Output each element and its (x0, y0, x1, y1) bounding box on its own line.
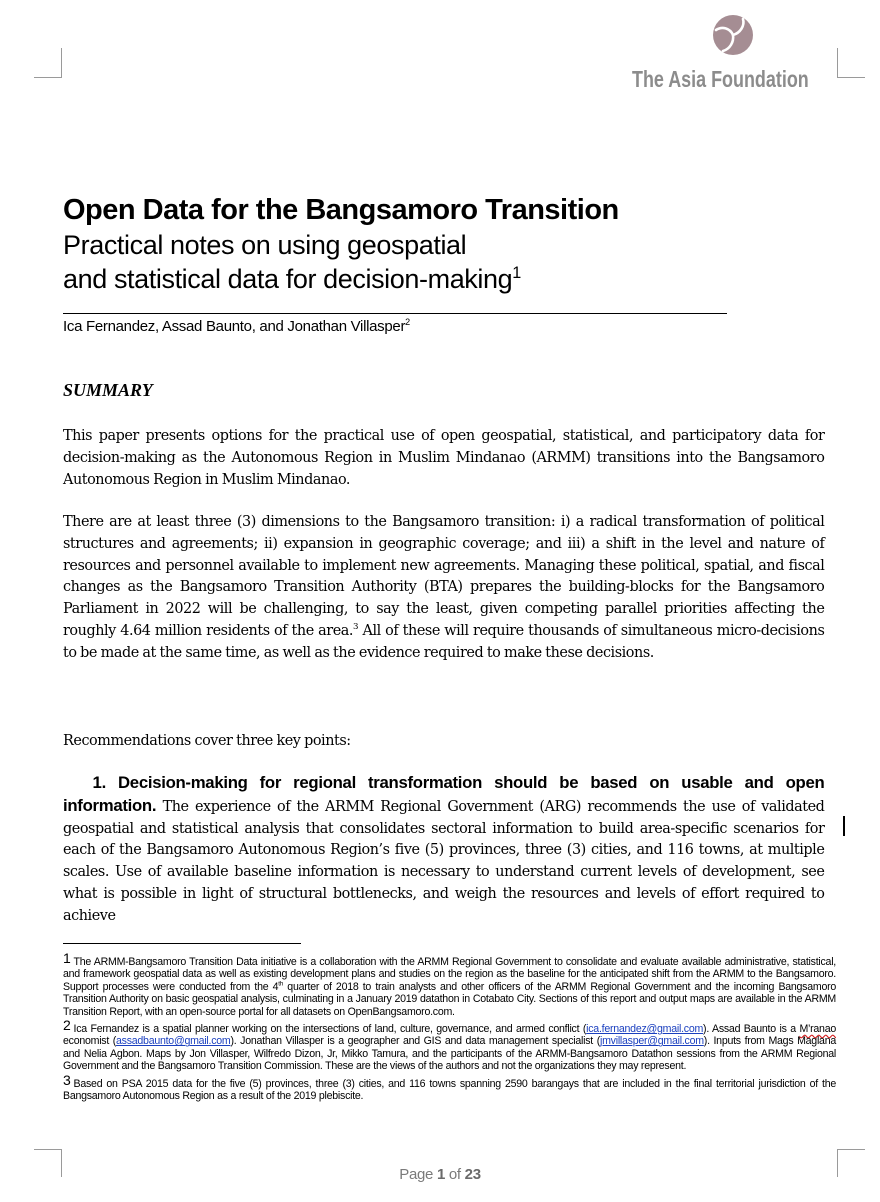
footnote-3 (63, 1071, 836, 1103)
current-page: 1 (436, 1166, 445, 1183)
of-label: of (448, 1166, 461, 1183)
footnote-ref[interactable]: 2 (405, 317, 410, 327)
author-line (63, 318, 410, 335)
crop-mark-top-right (837, 77, 865, 78)
text-cursor (843, 816, 845, 836)
paragraph-text: There are at least three (3) dimensions to the Bangsamoro transition: i) a radical transformation of political structures and agreements; ii) expansion in geographic coverage; and iii) a shift in the level and nature of resources and personnel available to implement new agreements. Managing these political, spatial, and fiscal changes as the Bangsamoro Transition Authority (BTA) prepares the building-blocks for the Bangsamoro Parliament in 2022 will be challenging, to say the least, given competing parallel priorities affecting the roughly 4.64 million residents of the area. (63, 513, 825, 639)
total-pages: 23 (464, 1166, 481, 1183)
crop-mark-top-right (837, 48, 838, 77)
email-link-fernandez[interactable]: ica.fernandez@gmail.com (586, 1023, 704, 1036)
footnote-text: ). Inputs from Mags Maglana and Nelia Agbon. Maps by Jon Villasper, Wilfredo Dizon, Jr, Mikko Tamura, and the participants of the ARMM-Bangsamoro Datathon sessions from the ARMM Regional Government and the Bangsamoro Transition Commission. These are the views of the authors and not the organizations they may represent. (63, 1035, 836, 1073)
recommendation-lead: 1. Decision-making for regional transformation should be based on usable and open information. (63, 773, 825, 815)
author-names: Ica Fernandez, Assad Baunto, and Jonathan Villasper (63, 318, 406, 335)
footnote-number: 3 (63, 1071, 71, 1088)
footnote-ref[interactable]: 3 (353, 622, 359, 633)
paragraph-text: All of these will require thousands of simultaneous micro-decisions to be made at the same time, as well as the evidence required to make these decisions. (63, 621, 825, 661)
email-link-villasper[interactable]: jmvillasper@gmail.com (599, 1035, 704, 1048)
spellcheck-flagged-word[interactable]: M’ranao (799, 1023, 836, 1036)
crop-mark-bottom-left (34, 1149, 62, 1150)
page-label: Page (399, 1166, 434, 1183)
footnote-ref[interactable]: 1 (512, 264, 521, 282)
crop-mark-top-left (34, 77, 62, 78)
page-number-footer (0, 1166, 880, 1183)
footnotes (63, 952, 836, 1103)
crop-mark-bottom-right (837, 1149, 865, 1150)
recommendation-1 (63, 772, 824, 927)
footnote-1 (63, 952, 836, 1018)
subtitle-line-2: and statistical data for decision-making (63, 264, 513, 294)
footnote-number: 2 (63, 1017, 71, 1034)
ordinal-suffix: th (278, 980, 284, 988)
summary-paragraph-3: Recommendations cover three key points: (63, 732, 351, 749)
summary-paragraph-1: This paper presents options for the practical use of open geospatial, statistical, and participatory data for decision-making as the Autonomous Region in Muslim Mindanao (ARMM) transitions into the Bangsamoro Autonomous Region in Muslim Mindanao. (63, 427, 825, 488)
organization-logo-text: The Asia Foundation (632, 66, 809, 92)
asia-foundation-swirl-icon (712, 14, 754, 56)
title-divider (63, 313, 727, 314)
footnote-text: Based on PSA 2015 data for the five (5) provinces, three (3) cities, and 116 towns spanning 2590 barangays that are included in the final territorial jurisdiction of the Bangsamoro Autonomous Region as a result of the 2019 plebiscite. (63, 1077, 836, 1103)
document-title-block (63, 192, 763, 296)
document-subtitle (63, 228, 763, 296)
document-title: Open Data for the Bangsamoro Transition (63, 194, 619, 226)
subtitle-line-1: Practical notes on using geospatial (63, 230, 467, 260)
footnote-text: The ARMM-Bangsamoro Transition Data initiative is a collaboration with the ARMM Regional Government to consolidate and evaluate available administrative, statistical, and framework geospatial data as well as existing development plans and studies on the region as the baseline for the anticipated shift from the ARMM to the Bangsamoro. Support processes were conducted from the 4 (63, 956, 836, 993)
footnote-text: Ica Fernandez is a spatial planner working on the intersections of land, culture, governance, and armed conflict ( (73, 1023, 587, 1036)
footnote-2 (63, 1019, 836, 1073)
email-link-baunto[interactable]: assadbaunto@gmail.com (116, 1035, 231, 1048)
footnote-text: ). Assad Baunto is a (703, 1023, 800, 1036)
footnote-text: ). Jonathan Villasper is a geographer and GIS and data management specialist ( (230, 1035, 600, 1048)
summary-paragraph-2 (63, 511, 824, 664)
crop-mark-top-left (61, 48, 62, 77)
recommendation-body: The experience of the ARMM Regional Government (ARG) recommends the use of validated geospatial and statistical analysis that consolidates sectoral information to build area-specific scenarios for each of the Bangsamoro Autonomous Region’s five (5) provinces, three (3) cities, and 116 towns, at multiple scales. Use of available baseline information is necessary to understand current levels of development, see what is possible in light of structural bottlenecks, and weigh the resources and levels of effort required to achieve (63, 797, 825, 924)
footnote-number: 1 (63, 950, 71, 966)
footnote-text: quarter of 2018 to train analysts and other officers of the ARMM Regional Government and the incoming Bangsamoro Transition Authority on basic geospatial analysis, culminating in a January 2019 datathon in Cotabato City. Sections of this report and output maps are available in the ARMM Transition Report, with an open-source portal for all datasets on OpenBangsamoro.com. (63, 980, 837, 1018)
section-heading-summary: SUMMARY (63, 380, 153, 400)
footnote-separator (63, 943, 301, 944)
footnote-text: economist ( (63, 1035, 117, 1048)
